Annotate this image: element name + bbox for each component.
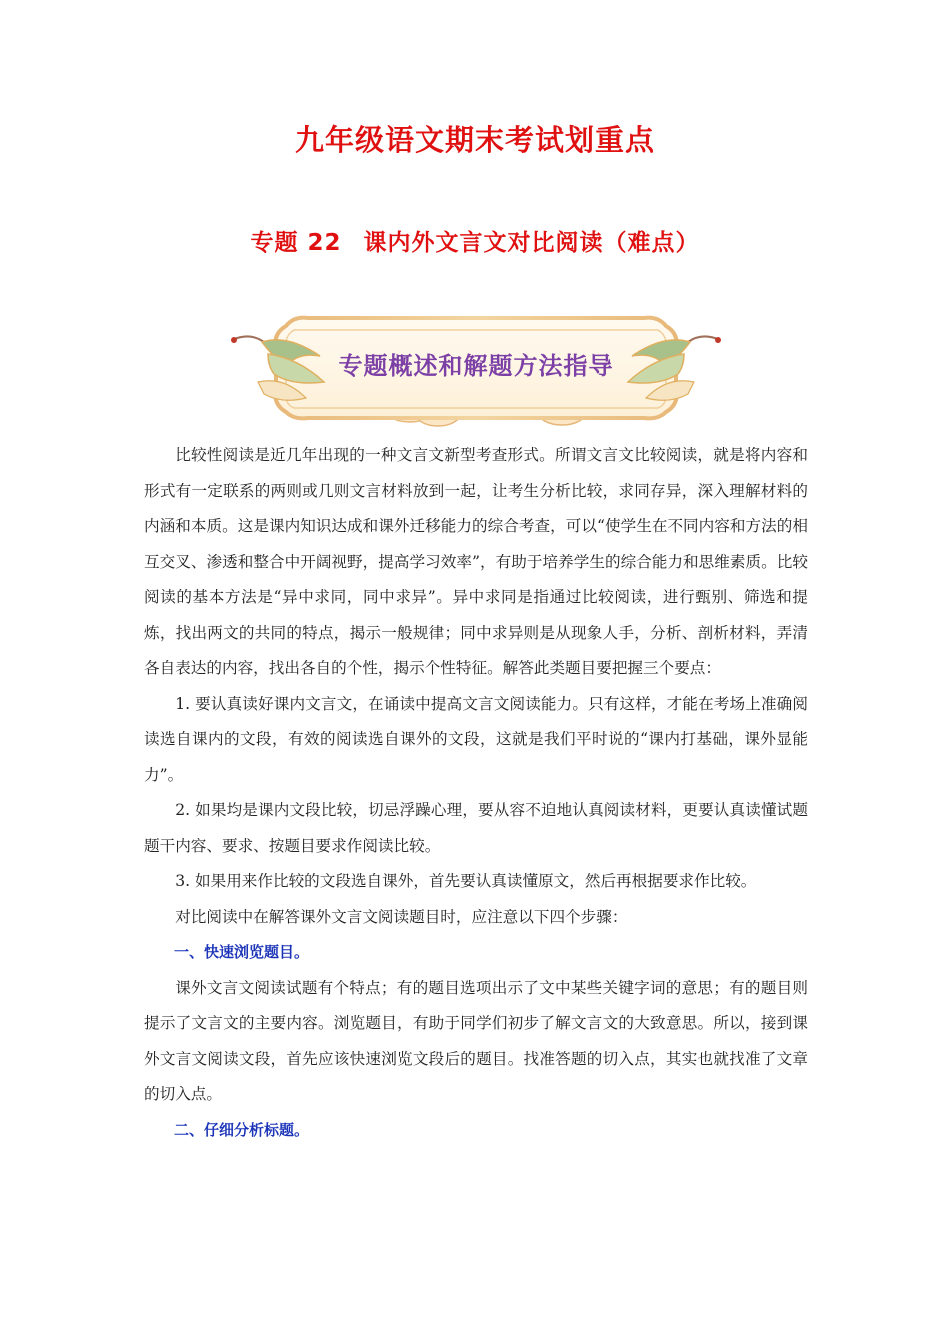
intro-paragraph: 比较性阅读是近几年出现的一种文言文新型考查形式。所谓文言文比较阅读，就是将内容和形式有一定联系的两则或几则文言材料放到一起，让考生分析比较，求同存异，深入理解材料的内涵和本质。这是课内知识达成和课外迁移能力的综合考查，可以“使学生在不同内容和方法的相互交叉、渗透和整合中开阔视野，提高学习效率”，有助于培养学生的综合能力和思维素质。比较阅读的基本方法是“异中求同，同中求异”。异中求同是指通过比较阅读，进行甄别、筛选和提炼，找出两文的共同的特点，揭示一般规律；同中求异则是从现象人手，分析、剖析材料，弄清各自表达的内容，找出各自的个性，揭示个性特征。解答此类题目要把握三个要点： (144, 446, 808, 677)
page-title: 九年级语文期末考试划重点 (294, 123, 655, 157)
point-1-paragraph: 1. 要认真读好课内文言文，在诵读中提高文言文阅读能力。只有这样，才能在考场上准确阅读选自课内的文段，有效的阅读选自课外的文段，这就是我们平时说的“课内打基础，课外显能力”。 (144, 694, 808, 784)
step-1-heading: 一、快速浏览题目。 (174, 943, 310, 961)
topic-name: 课内外文言文对比阅读（难点） (363, 230, 700, 256)
article-body (144, 438, 808, 1148)
step-2-heading: 二、仔细分析标题。 (174, 1120, 310, 1139)
topic-title (0, 224, 950, 257)
banner-label: 专题概述和解题方法指导 (338, 352, 614, 380)
steps-intro-paragraph: 对比阅读中在解答课外文言文阅读题目时，应注意以下四个步骤： (175, 907, 628, 926)
step-1-paragraph: 课外文言文阅读试题有个特点；有的题目选项出示了文中某些关键字词的意思；有的题目则提示了文言文的主要内容。浏览题目，有助于同学们初步了解文言文的大致意思。所以，接到课外文言文阅读文段，首先应该快速浏览文段后的题目。找准答题的切入点，其实也就找准了文章的切入点。 (144, 978, 808, 1103)
section-banner (228, 312, 724, 430)
topic-number: 专题 22 (250, 230, 342, 256)
point-3-paragraph: 3. 如果用来作比较的文段选自课外，首先要认真读懂原文，然后再根据要求作比较。 (175, 872, 757, 890)
point-2-paragraph: 2. 如果均是课内文段比较，切忌浮躁心理，要从容不迫地认真阅读材料，更要认真读懂试题题干内容、要求、按题目要求作阅读比较。 (144, 801, 808, 855)
